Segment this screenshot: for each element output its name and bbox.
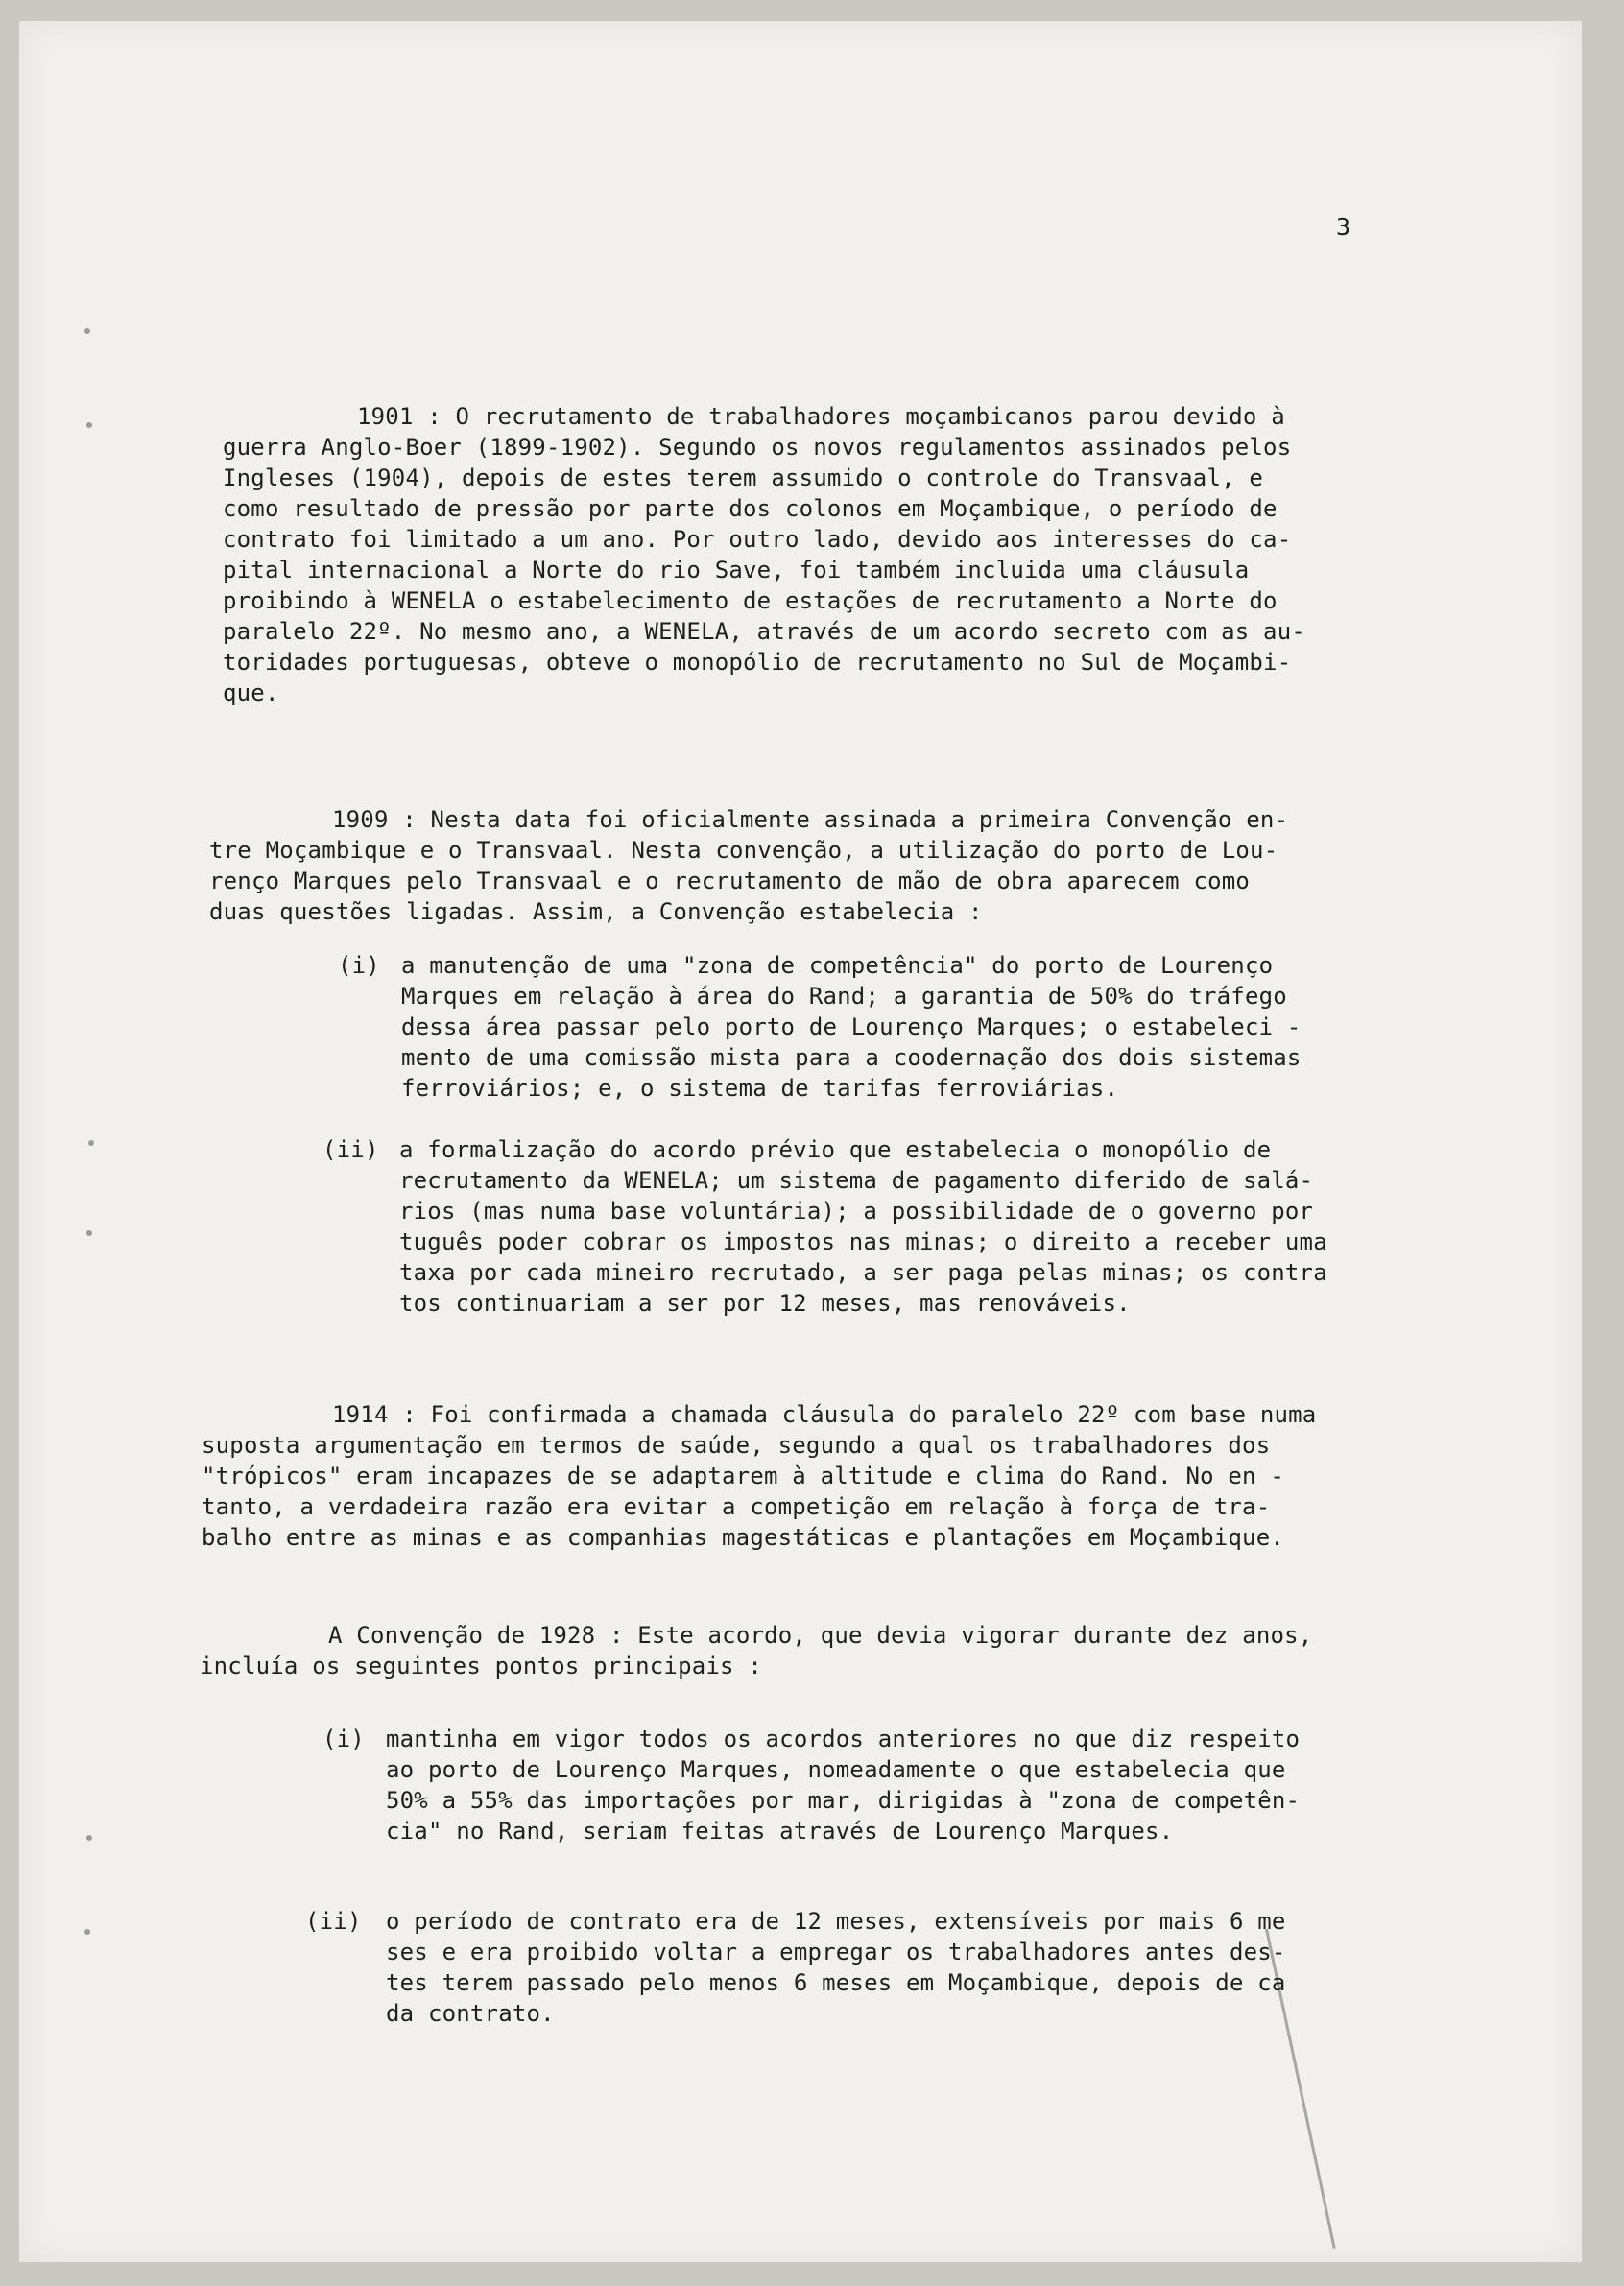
paragraph-1928 (200, 1620, 1312, 1681)
text-line: 1909 : Nesta data foi oficialmente assinada a primeira Convenção en- (332, 806, 1289, 833)
text-line: paralelo 22º. No mesmo ano, a WENELA, através de um acordo secreto com as au- (223, 618, 1305, 645)
text-line: contrato foi limitado a um ano. Por outro lado, devido aos interesses do ca- (223, 526, 1292, 553)
text-line: como resultado de pressão por parte dos colonos em Moçambique, o período de (223, 495, 1278, 522)
text-line: suposta argumentação em termos de saúde, segundo a qual os trabalhadores dos (202, 1432, 1271, 1459)
text-line: ao porto de Lourenço Marques, nomeadamente o que estabelecia que (386, 1756, 1286, 1783)
text-line: duas questões ligadas. Assim, a Convenção estabelecia : (209, 898, 983, 925)
punch-mark (86, 1230, 92, 1236)
punch-mark (84, 328, 90, 334)
text-line: Ingleses (1904), depois de estes terem assumido o controle do Transvaal, e (223, 464, 1264, 491)
text-line: Marques em relação à área do Rand; a garantia de 50% do tráfego (401, 983, 1287, 1010)
text-line: balho entre as minas e as companhias magestáticas e plantações em Moçambique. (202, 1524, 1284, 1551)
text-line: proibindo à WENELA o estabelecimento de estações de recrutamento a Norte do (223, 587, 1278, 614)
page-number: 3 (1336, 213, 1351, 241)
text-line: A Convenção de 1928 : Este acordo, que devia vigorar durante dez anos, (328, 1622, 1313, 1649)
text-line: tanto, a verdadeira razão era evitar a competição em relação à força de tra- (202, 1493, 1271, 1520)
text-line: "trópicos" eram incapazes de se adaptarem à altitude e clima do Rand. No en - (202, 1463, 1284, 1489)
punch-mark (86, 1835, 92, 1841)
text-line: 50% a 55% das importações por mar, dirigidas à "zona de competên- (386, 1787, 1301, 1814)
text-line: da contrato. (386, 2000, 555, 2027)
text-line: tos continuariam a ser por 12 meses, mas renováveis. (399, 1290, 1131, 1317)
paragraph-1909 (209, 804, 1288, 927)
text-line: cia" no Rand, seriam feitas através de Lourenço Marques. (386, 1818, 1174, 1845)
text-line: incluía os seguintes pontos principais : (200, 1653, 762, 1679)
text-line: dessa área passar pelo porto de Lourenço Marques; o estabeleci - (401, 1013, 1302, 1040)
text-line: tre Moçambique e o Transvaal. Nesta convenção, a utilização do porto de Lou- (209, 837, 1278, 864)
text-line: ferroviários; e, o sistema de tarifas ferroviárias. (401, 1075, 1119, 1102)
item-label: (ii) (322, 1136, 379, 1163)
paragraph-1901 (223, 401, 1422, 708)
punch-mark (88, 1140, 94, 1146)
text-line: mento de uma comissão mista para a coodernação dos dois sistemas (401, 1044, 1302, 1071)
text-line: que. (223, 679, 279, 706)
text-line: a manutenção de uma "zona de competência" do porto de Lourenço (401, 952, 1274, 979)
text-line: tes terem passado pelo menos 6 meses em Moçambique, depois de ca (386, 1969, 1286, 1996)
text-line: guerra Anglo-Boer (1899-1902). Segundo os novos regulamentos assinados pelos (223, 434, 1292, 461)
text-line: o período de contrato era de 12 meses, extensíveis por mais 6 me (386, 1908, 1286, 1935)
text-line: a formalização do acordo prévio que estabelecia o monopólio de (399, 1136, 1272, 1163)
punch-mark (84, 1929, 90, 1935)
text-line: recrutamento da WENELA; um sistema de pagamento diferido de salá- (399, 1167, 1314, 1194)
text-line: pital internacional a Norte do rio Save, foi também incluida uma cláusula (223, 557, 1250, 583)
text-line: 1901 : O recrutamento de trabalhadores moçambicanos parou devido à (357, 403, 1285, 430)
text-line: ses e era proibido voltar a empregar os trabalhadores antes des- (386, 1939, 1286, 1965)
text-line: mantinha em vigor todos os acordos anteriores no que diz respeito (386, 1726, 1301, 1752)
item-label: (ii) (305, 1908, 362, 1935)
text-line: taxa por cada mineiro recrutado, a ser paga pelas minas; os contra (399, 1259, 1327, 1286)
item-label: (i) (338, 952, 380, 979)
text-line: rios (mas numa base voluntária); a possibilidade de o governo por (399, 1198, 1314, 1225)
paragraph-1914 (202, 1399, 1316, 1553)
text-line: renço Marques pelo Transvaal e o recrutamento de mão de obra aparecem como (209, 868, 1251, 894)
text-line: 1914 : Foi confirmada a chamada cláusula do paralelo 22º com base numa (332, 1401, 1317, 1428)
item-label: (i) (322, 1726, 365, 1752)
text-line: tuguês poder cobrar os impostos nas minas; o direito a receber uma (399, 1228, 1327, 1255)
punch-mark (86, 422, 92, 428)
text-line: toridades portuguesas, obteve o monopólio de recrutamento no Sul de Moçambi- (223, 649, 1292, 676)
